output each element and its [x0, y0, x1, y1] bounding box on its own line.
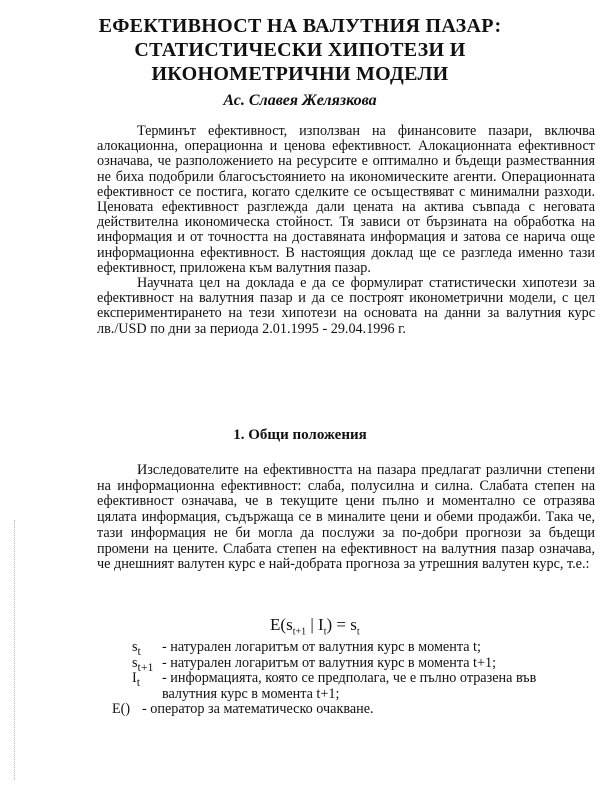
definition-symbol: E() — [112, 701, 131, 718]
definition-item — [132, 640, 592, 656]
paragraph-3: Изследователите на ефективността на пазара предлагат различни степени на информационна ефективност: слаба, полусилна и силна. Слабата степен на ефективност означава, че в текущите цени пълно и моментално се отразява цялата информация, съдържаща се в миналите цени и обеми продажби. Така че, тази информация не би могла да послужи за по-добри прогнози за бъдещи промени на цените. Слабата степен на ефективност на валутния пазар означава, че днешният валутен курс е най-добрата прогноза за утрешния валутен курс, т.е.: — [97, 462, 595, 573]
section-text — [97, 463, 595, 573]
definition-item — [132, 656, 592, 672]
definition-symbol: $I_t$ — [132, 670, 141, 690]
definition-item — [112, 702, 592, 718]
formula-cond-sub: t — [323, 626, 327, 638]
definitions-list — [112, 639, 592, 718]
formula-arg-sub: t+1 — [292, 626, 307, 638]
definition-text: - натурален логаритъм от валутния курс в момента t; — [162, 639, 481, 655]
definition-item — [132, 671, 592, 702]
definition-text: - информацията, която се предполага, че е пълно отразена във валутния курс в момента t+1; — [162, 670, 537, 702]
expectation-formula: $E(s_{t+1}$ | $I_t) = s_t$ — [270, 615, 360, 638]
section-heading: 1. Общи положения — [233, 427, 367, 443]
title-line-2: СТАТИСТИЧЕСКИ ХИПОТЕЗИ И — [134, 39, 466, 61]
formula-cond: I — [318, 615, 324, 634]
formula-arg: s — [286, 615, 293, 634]
definition-text: - натурален логаритъм от валутния курс в момента t+1; — [162, 654, 497, 671]
definition-text: - оператор за математическо очакване. — [142, 701, 374, 718]
intro-text — [97, 124, 595, 337]
formula-rhs: s — [350, 615, 357, 634]
author-name: Ас. Славея Желязкова — [223, 92, 377, 109]
formula-rhs-sub: t — [356, 626, 360, 638]
title-line-3: ИКОНОМЕТРИЧНИ МОДЕЛИ — [151, 63, 449, 85]
definition-symbol: $s_t$ — [132, 639, 141, 658]
paragraph-1: Терминът ефективност, използван на финансовите пазари, включва алокационна, операционна и ценова ефективност. Алокационната ефективност означава, че разположението на ресурсите е оптимално и бъдещи разместванния не биха подобрили благосъстоянието на икономическите агенти. Операционната ефективност се постига, когато сделките се осъществяват с минимални разходи. Ценовата ефективност разглежда дали цената на актива съвпада с неговата действителна икономическа стойност. Тя зависи от бързината на обработка на информация и от точността на доставяната информация и затова се нарича още информационна ефективност. В настоящия доклад ще се разгледа именно тази ефективност, приложена към валутния пазар. — [97, 123, 595, 276]
title-line-1: ЕФЕКТИВНОСТ НА ВАЛУТНИЯ ПАЗАР: — [98, 15, 502, 37]
paragraph-2: Научната цел на доклада е да се формулират статистически хипотези за ефективност на валутния пазар и да се построят иконометрични модели, с цел експериментирането на тези хипотези на основата на данни за валутния курс лв./USD по дни за периода 2.01.1995 - 29.04.1996 г. — [97, 275, 595, 337]
definition-symbol: $s_{t+1}$ — [132, 654, 154, 674]
formula-operator: E — [270, 615, 281, 634]
paper-title — [0, 14, 600, 86]
scan-margin-artifact — [14, 520, 17, 780]
